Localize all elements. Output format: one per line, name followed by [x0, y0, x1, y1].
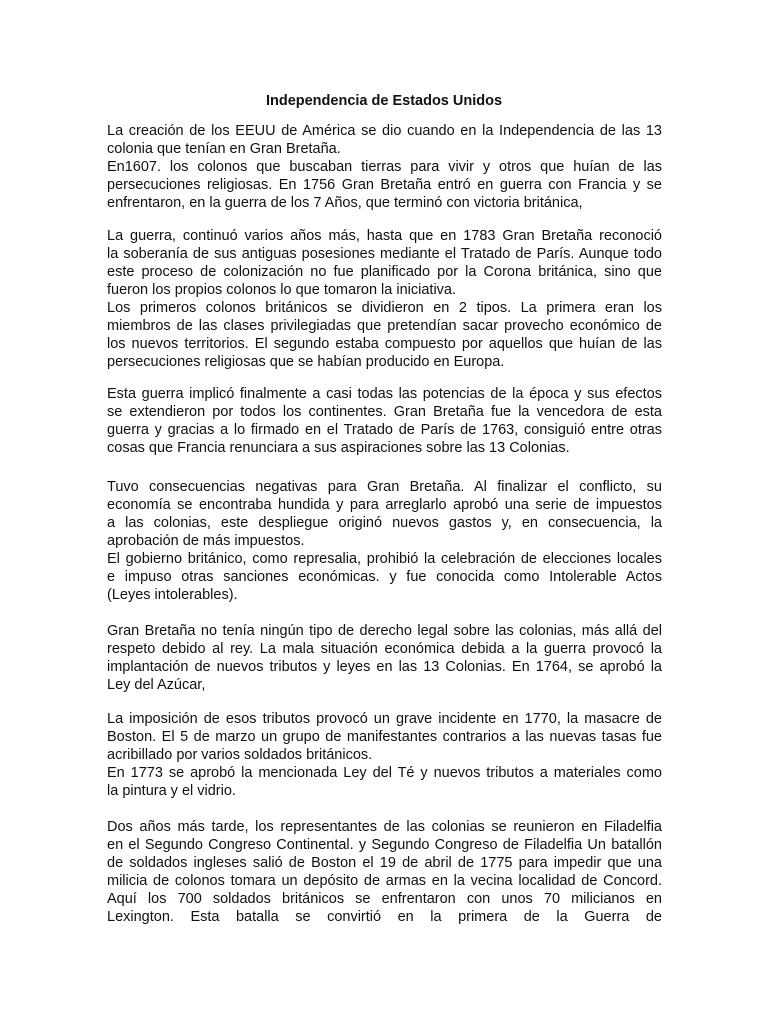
text-line: Tuvo consecuencias negativas para Gran Bretaña. Al finalizar el conflicto, su	[107, 479, 662, 495]
paragraph-3	[107, 385, 662, 457]
text-line: colonia que tenían en Gran Bretaña.	[107, 141, 341, 157]
paragraph-2	[107, 227, 662, 371]
text-line: guerra y gracias a lo firmado en el Tratado de París de 1763, consiguió entre otras	[107, 422, 662, 438]
text-line: respeto debido al rey. La mala situación económica debida a la guerra provocó la	[107, 641, 662, 657]
text-line: fueron los propios colonos lo que tomaron la iniciativa.	[107, 282, 457, 298]
text-line: Aquí los 700 soldados británicos se enfrentaron con unos 70 milicianos en	[107, 891, 662, 907]
text-line: La creación de los EEUU de América se dio cuando en la Independencia de las 13	[107, 123, 662, 139]
paragraph-5	[107, 622, 662, 694]
text-line: La imposición de esos tributos provocó un grave incidente en 1770, la masacre de	[107, 711, 662, 727]
text-line: aprobación de más impuestos.	[107, 533, 305, 549]
text-line: El gobierno británico, como represalia, prohibió la celebración de elecciones locales	[107, 551, 662, 567]
paragraph-1	[107, 122, 662, 212]
text-line: Esta guerra implicó finalmente a casi todas las potencias de la época y sus efectos	[107, 386, 662, 402]
text-line: (Leyes intolerables).	[107, 587, 238, 603]
text-line: Gran Bretaña no tenía ningún tipo de derecho legal sobre las colonias, más allá del	[107, 623, 662, 639]
text-line: milicia de colonos tomara un depósito de armas en la vecina localidad de Concord.	[107, 873, 662, 889]
text-line: Los primeros colonos británicos se dividieron en 2 tipos. La primera eran los	[107, 300, 662, 316]
text-line: Dos años más tarde, los representantes de las colonias se reunieron en Filadelfia	[107, 819, 662, 835]
text-line: los nuevos territorios. El segundo estaba compuesto por aquellos que huían de las	[107, 336, 662, 352]
text-line: Lexington. Esta batalla se convirtió en la primera de la Guerra de	[107, 909, 662, 925]
text-line: de soldados ingleses salió de Boston el 19 de abril de 1775 para impedir que una	[107, 855, 662, 871]
document-title: Independencia de Estados Unidos	[265, 93, 503, 109]
text-line: e impuso otras sanciones económicas. y fue conocida como Intolerable Actos	[107, 569, 662, 585]
text-line: en el Segundo Congreso Continental. y Segundo Congreso de Filadelfia Un batallón	[107, 837, 662, 853]
text-line: acribillado por varios soldados británicos.	[107, 747, 373, 763]
text-line: enfrentaron, en la guerra de los 7 Años, que terminó con victoria británica,	[107, 195, 583, 211]
text-line: Boston. El 5 de marzo un grupo de manifestantes contrarios a las nuevas tasas fue	[107, 729, 662, 745]
paragraph-7	[107, 818, 662, 926]
text-line: este proceso de colonización no fue planificado por la Corona británica, sino que	[107, 264, 662, 280]
text-line: implantación de nuevos tributos y leyes en las 13 Colonias. En 1764, se aprobó la	[107, 659, 662, 675]
text-line: economía se encontraba hundida y para arreglarlo aprobó una serie de impuestos	[107, 497, 662, 513]
text-line: Ley del Azúcar,	[107, 677, 206, 693]
text-line: a las colonias, este despliegue originó nuevos gastos y, en consecuencia, la	[107, 515, 662, 531]
text-line: En 1773 se aprobó la mencionada Ley del Té y nuevos tributos a materiales como	[107, 765, 662, 781]
text-line: En1607. los colonos que buscaban tierras para vivir y otros que huían de las	[107, 159, 662, 175]
text-line: La guerra, continuó varios años más, hasta que en 1783 Gran Bretaña reconoció	[107, 228, 662, 244]
text-line: la pintura y el vidrio.	[107, 783, 236, 799]
text-line: miembros de las clases privilegiadas que pretendían sacar provecho económico de	[107, 318, 662, 334]
paragraph-4	[107, 478, 662, 604]
text-line: cosas que Francia renunciara a sus aspiraciones sobre las 13 Colonias.	[107, 440, 570, 456]
text-line: persecuciones religiosas. En 1756 Gran Bretaña entró en guerra con Francia y se	[107, 177, 662, 193]
paragraph-6	[107, 710, 662, 800]
text-line: se extendieron por todos los continentes. Gran Bretaña fue la vencedora de esta	[107, 404, 662, 420]
text-line: la soberanía de sus antiguas posesiones mediante el Tratado de París. Aunque todo	[107, 246, 662, 262]
text-line: persecuciones religiosas que se habían producido en Europa.	[107, 354, 505, 370]
